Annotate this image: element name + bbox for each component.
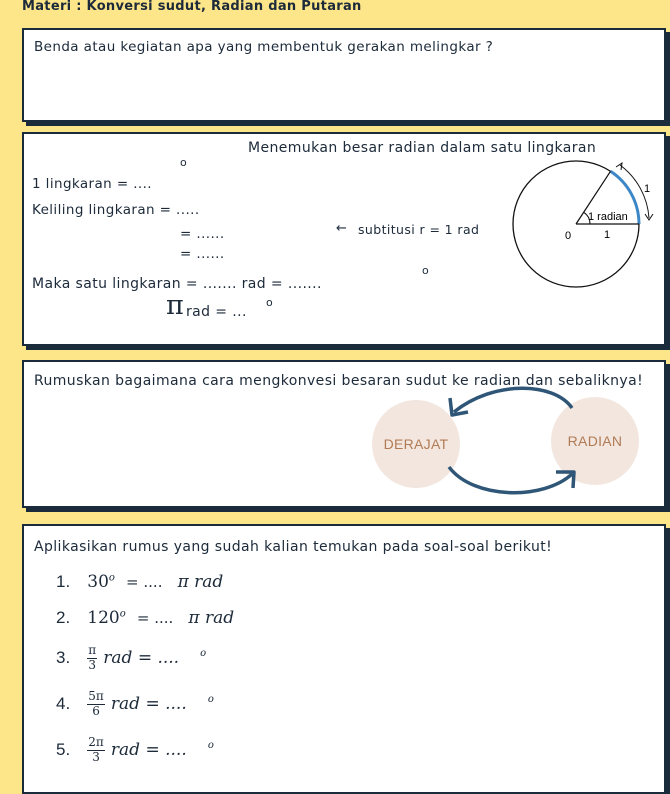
exercise-item-4: 4. $\frac{5\pi}{6}$ rad = .... $^o$ xyxy=(56,689,214,718)
conversion-arrows xyxy=(24,362,664,508)
fraction: $\frac{5\pi}{6}$ xyxy=(88,689,104,718)
origin-label: 0 xyxy=(565,230,572,242)
question-box-1 xyxy=(22,28,666,122)
arrow-derajat-to-radian xyxy=(449,467,572,493)
line-lingkaran: 1 lingkaran = .... xyxy=(32,176,152,192)
line-keliling: Keliling lingkaran = ..... xyxy=(32,202,200,218)
exercise-title: Aplikasikan rumus yang sudah kalian temukan pada soal-soal berikut! xyxy=(34,539,553,555)
exercise-item-3: 3. $\frac{\pi}{3}$ rad = .... $^o$ xyxy=(56,643,207,672)
page-header: Materi : Konversi sudut, Radian dan Putaran xyxy=(22,0,362,14)
question-text-1: Benda atau kegiatan apa yang membentuk gerakan melingkar ? xyxy=(34,39,494,55)
arc-label: 1 xyxy=(644,183,651,195)
fraction: $\frac{2\pi}{3}$ xyxy=(88,735,104,764)
fraction: $\frac{\pi}{3}$ xyxy=(88,643,97,672)
radian-title: Menemukan besar radian dalam satu lingkaran xyxy=(248,140,597,156)
radian-circle-diagram xyxy=(506,154,666,294)
radius-label: 1 xyxy=(604,229,611,241)
arrow-radian-to-derajat xyxy=(454,388,572,412)
conversion-box xyxy=(22,360,666,508)
outer-arrow-head-top xyxy=(616,163,622,170)
line-keliling-3: = ...... xyxy=(180,246,225,262)
line-maka-degree: o xyxy=(422,264,430,277)
exercise-item-5: 5. $\frac{2\pi}{3}$ rad = .... $^o$ xyxy=(56,735,214,764)
pi-rad-text: rad = ... xyxy=(186,304,247,320)
exercise-item-1: 1. 30$^o$ = .... π rad xyxy=(56,572,224,592)
derajat-bubble: DERAJAT xyxy=(372,400,460,488)
radian-bubble: RADIAN xyxy=(551,397,639,485)
substitusi-text: subtitusi r = 1 rad xyxy=(358,222,480,237)
arrow-left-icon: ← xyxy=(336,221,348,236)
conversion-question: Rumuskan bagaimana cara mengkonvesi besaran sudut ke radian dan sebaliknya! xyxy=(34,373,644,389)
exercise-item-2: 2. 120$^o$ = .... π rad xyxy=(56,608,235,628)
radian-box xyxy=(22,132,666,346)
pi-rad-degree: o xyxy=(266,296,274,309)
line-maka: Maka satu lingkaran = ....... rad = ....... xyxy=(32,276,322,292)
radian-label: 1 radian xyxy=(588,211,628,223)
line-keliling-2: = ...... xyxy=(180,226,225,242)
exercise-box xyxy=(22,524,666,794)
line-lingkaran-degree: o xyxy=(180,156,188,169)
pi-symbol: π xyxy=(166,290,184,321)
